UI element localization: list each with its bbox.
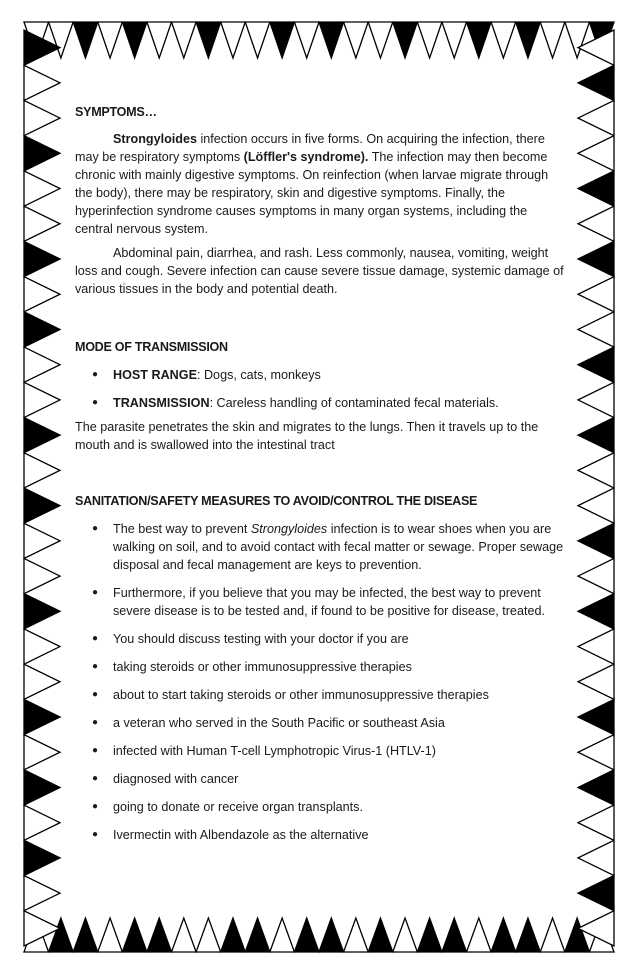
- list-item: ● Furthermore, if you believe that you may be infected, the best way to prevent severe disease is to be tested and, if found to be positive for disease, treated.: [75, 584, 565, 620]
- border-triangle: [368, 918, 393, 952]
- border-triangle: [270, 22, 295, 58]
- border-triangle: [417, 918, 442, 952]
- border-triangle: [221, 22, 246, 58]
- border-triangle: [578, 382, 614, 417]
- list-item: ● about to start taking steroids or other immunosuppressive therapies: [75, 686, 565, 704]
- border-triangle: [540, 22, 565, 58]
- text-run: (Löffler's syndrome).: [243, 150, 369, 164]
- border-triangle: [24, 171, 60, 206]
- border-triangle: [24, 558, 60, 593]
- sanitation-heading: SANITATION/SAFETY MEASURES TO AVOID/CONTROL THE DISEASE: [75, 494, 478, 508]
- border-triangle: [578, 277, 614, 312]
- text-run: Strongyloides: [113, 132, 197, 146]
- border-triangle: [24, 664, 60, 699]
- border-triangle: [393, 22, 418, 58]
- list-item: [75, 520, 565, 574]
- border-triangle: [24, 876, 60, 911]
- transmission-list: [75, 366, 565, 412]
- border-triangle: [270, 918, 295, 952]
- border-triangle: [319, 22, 344, 58]
- border-triangle: [578, 312, 614, 347]
- symptoms-paragraph-signs: Abdominal pain, diarrhea, and rash. Less commonly, nausea, vomiting, weight loss and cough. Severe infection can cause severe tissue damage, systemic damage of various tissues in the body and potential death.: [75, 246, 564, 296]
- border-triangle: [172, 918, 197, 952]
- border-triangle: [578, 594, 614, 629]
- border-triangle: [578, 206, 614, 241]
- border-triangle: [221, 918, 246, 952]
- border-triangle: [491, 918, 516, 952]
- border-triangle: [578, 65, 614, 100]
- list-item: ● diagnosed with cancer: [75, 770, 565, 788]
- border-triangle: [24, 453, 60, 488]
- border-triangle: [578, 171, 614, 206]
- text-run: The infection may then become chronic with mainly digestive symptoms. On reinfection (when larvae migrate through the body), there may be respiratory, skin and digestive symptoms. Finally, the hyperinfection syndrome causes symptoms in many organ systems, including the central nervous system.: [75, 150, 549, 236]
- border-triangle: [578, 664, 614, 699]
- border-triangle: [122, 22, 147, 58]
- border-triangle: [24, 100, 60, 135]
- border-triangle: [417, 22, 442, 58]
- border-triangle: [540, 918, 565, 952]
- host-range-text: : Dogs, cats, monkeys: [196, 368, 321, 382]
- border-triangle: [24, 382, 60, 417]
- border-triangle: [24, 840, 60, 875]
- border-triangle: [24, 206, 60, 241]
- list-item-host-range: [75, 366, 565, 384]
- border-triangle: [578, 558, 614, 593]
- list-item-transmission: [75, 394, 565, 412]
- border-triangle: [368, 22, 393, 58]
- border-triangle: [344, 918, 369, 952]
- text-run: The best way to prevent: [113, 522, 251, 536]
- list-item: ● going to donate or receive organ transplants.: [75, 798, 565, 816]
- border-triangle: [24, 805, 60, 840]
- border-triangle: [24, 136, 60, 171]
- border-triangle: [24, 65, 60, 100]
- border-triangle: [516, 22, 541, 58]
- list-item: ● a veteran who served in the South Pacific or southeast Asia: [75, 714, 565, 732]
- border-triangle: [24, 770, 60, 805]
- border-triangle: [147, 918, 172, 952]
- text-run: infection is to wear shoes when you are walking on soil, and to avoid contact with fecal matter or sewage. Proper sewage disposal and fecal management are keys to prevention.: [113, 522, 564, 572]
- border-triangle: [467, 22, 492, 58]
- list-item: ● Ivermectin with Albendazole as the alternative: [75, 826, 565, 844]
- border-triangle: [24, 488, 60, 523]
- border-triangle: [578, 523, 614, 558]
- text-run: infection occurs in five forms. On acquiring the infection, there may be respiratory symptoms: [75, 132, 545, 164]
- border-triangle: [24, 312, 60, 347]
- border-triangle: [49, 22, 74, 58]
- border-triangle: [393, 918, 418, 952]
- border-triangle: [578, 770, 614, 805]
- border-triangle: [578, 453, 614, 488]
- border-triangle: [491, 22, 516, 58]
- border-triangle: [24, 241, 60, 276]
- host-range-label: HOST RANGE: [113, 368, 197, 382]
- border-triangle: [442, 918, 467, 952]
- border-triangle: [516, 918, 541, 952]
- border-triangle: [578, 699, 614, 734]
- border-triangle: [578, 136, 614, 171]
- border-triangle: [578, 418, 614, 453]
- border-triangle: [24, 629, 60, 664]
- border-triangle: [49, 918, 74, 952]
- transmission-label: TRANSMISSION: [113, 396, 210, 410]
- border-triangle: [442, 22, 467, 58]
- list-item: ● infected with Human T-cell Lymphotropic Virus-1 (HTLV-1): [75, 742, 565, 760]
- border-triangle: [98, 918, 123, 952]
- border-triangle: [319, 918, 344, 952]
- border-triangle: [294, 22, 319, 58]
- border-triangle: [294, 918, 319, 952]
- list-item: ● You should discuss testing with your doctor if you are: [75, 630, 565, 648]
- transmission-text: : Careless handling of contaminated fecal materials.: [209, 396, 499, 410]
- border-triangle: [98, 22, 123, 58]
- border-triangle: [578, 347, 614, 382]
- border-triangle: [578, 241, 614, 276]
- border-triangle: [344, 22, 369, 58]
- border-triangle: [578, 100, 614, 135]
- border-triangle: [73, 918, 98, 952]
- border-triangle: [147, 22, 172, 58]
- border-triangle: [73, 22, 98, 58]
- border-triangle: [24, 347, 60, 382]
- border-triangle: [24, 418, 60, 453]
- border-triangle: [24, 277, 60, 312]
- border-triangle: [578, 840, 614, 875]
- text-run: Strongyloides: [250, 522, 328, 536]
- symptoms-heading: SYMPTOMS…: [75, 105, 157, 119]
- transmission-paragraph: The parasite penetrates the skin and migrates to the lungs. Then it travels up to the mouth and is swallowed into the intestinal tract: [75, 420, 539, 452]
- border-triangle: [24, 594, 60, 629]
- border-triangle: [578, 488, 614, 523]
- sanitation-list: [75, 520, 565, 844]
- border-triangle: [172, 22, 197, 58]
- border-triangle: [565, 22, 590, 58]
- border-triangle: [196, 918, 221, 952]
- border-triangle: [245, 22, 270, 58]
- border-triangle: [578, 805, 614, 840]
- symptoms-paragraph-forms: [75, 130, 565, 238]
- border-triangle: [122, 918, 147, 952]
- border-triangle: [578, 629, 614, 664]
- border-triangle: [245, 918, 270, 952]
- border-triangle: [578, 735, 614, 770]
- border-triangle: [565, 918, 590, 952]
- list-item: ● taking steroids or other immunosuppressive therapies: [75, 658, 565, 676]
- border-triangle: [24, 699, 60, 734]
- document-body: [75, 103, 565, 844]
- border-triangle: [24, 735, 60, 770]
- border-triangle: [196, 22, 221, 58]
- transmission-heading: MODE OF TRANSMISSION: [75, 340, 228, 354]
- border-triangle: [467, 918, 492, 952]
- border-triangle: [578, 876, 614, 911]
- border-triangle: [24, 523, 60, 558]
